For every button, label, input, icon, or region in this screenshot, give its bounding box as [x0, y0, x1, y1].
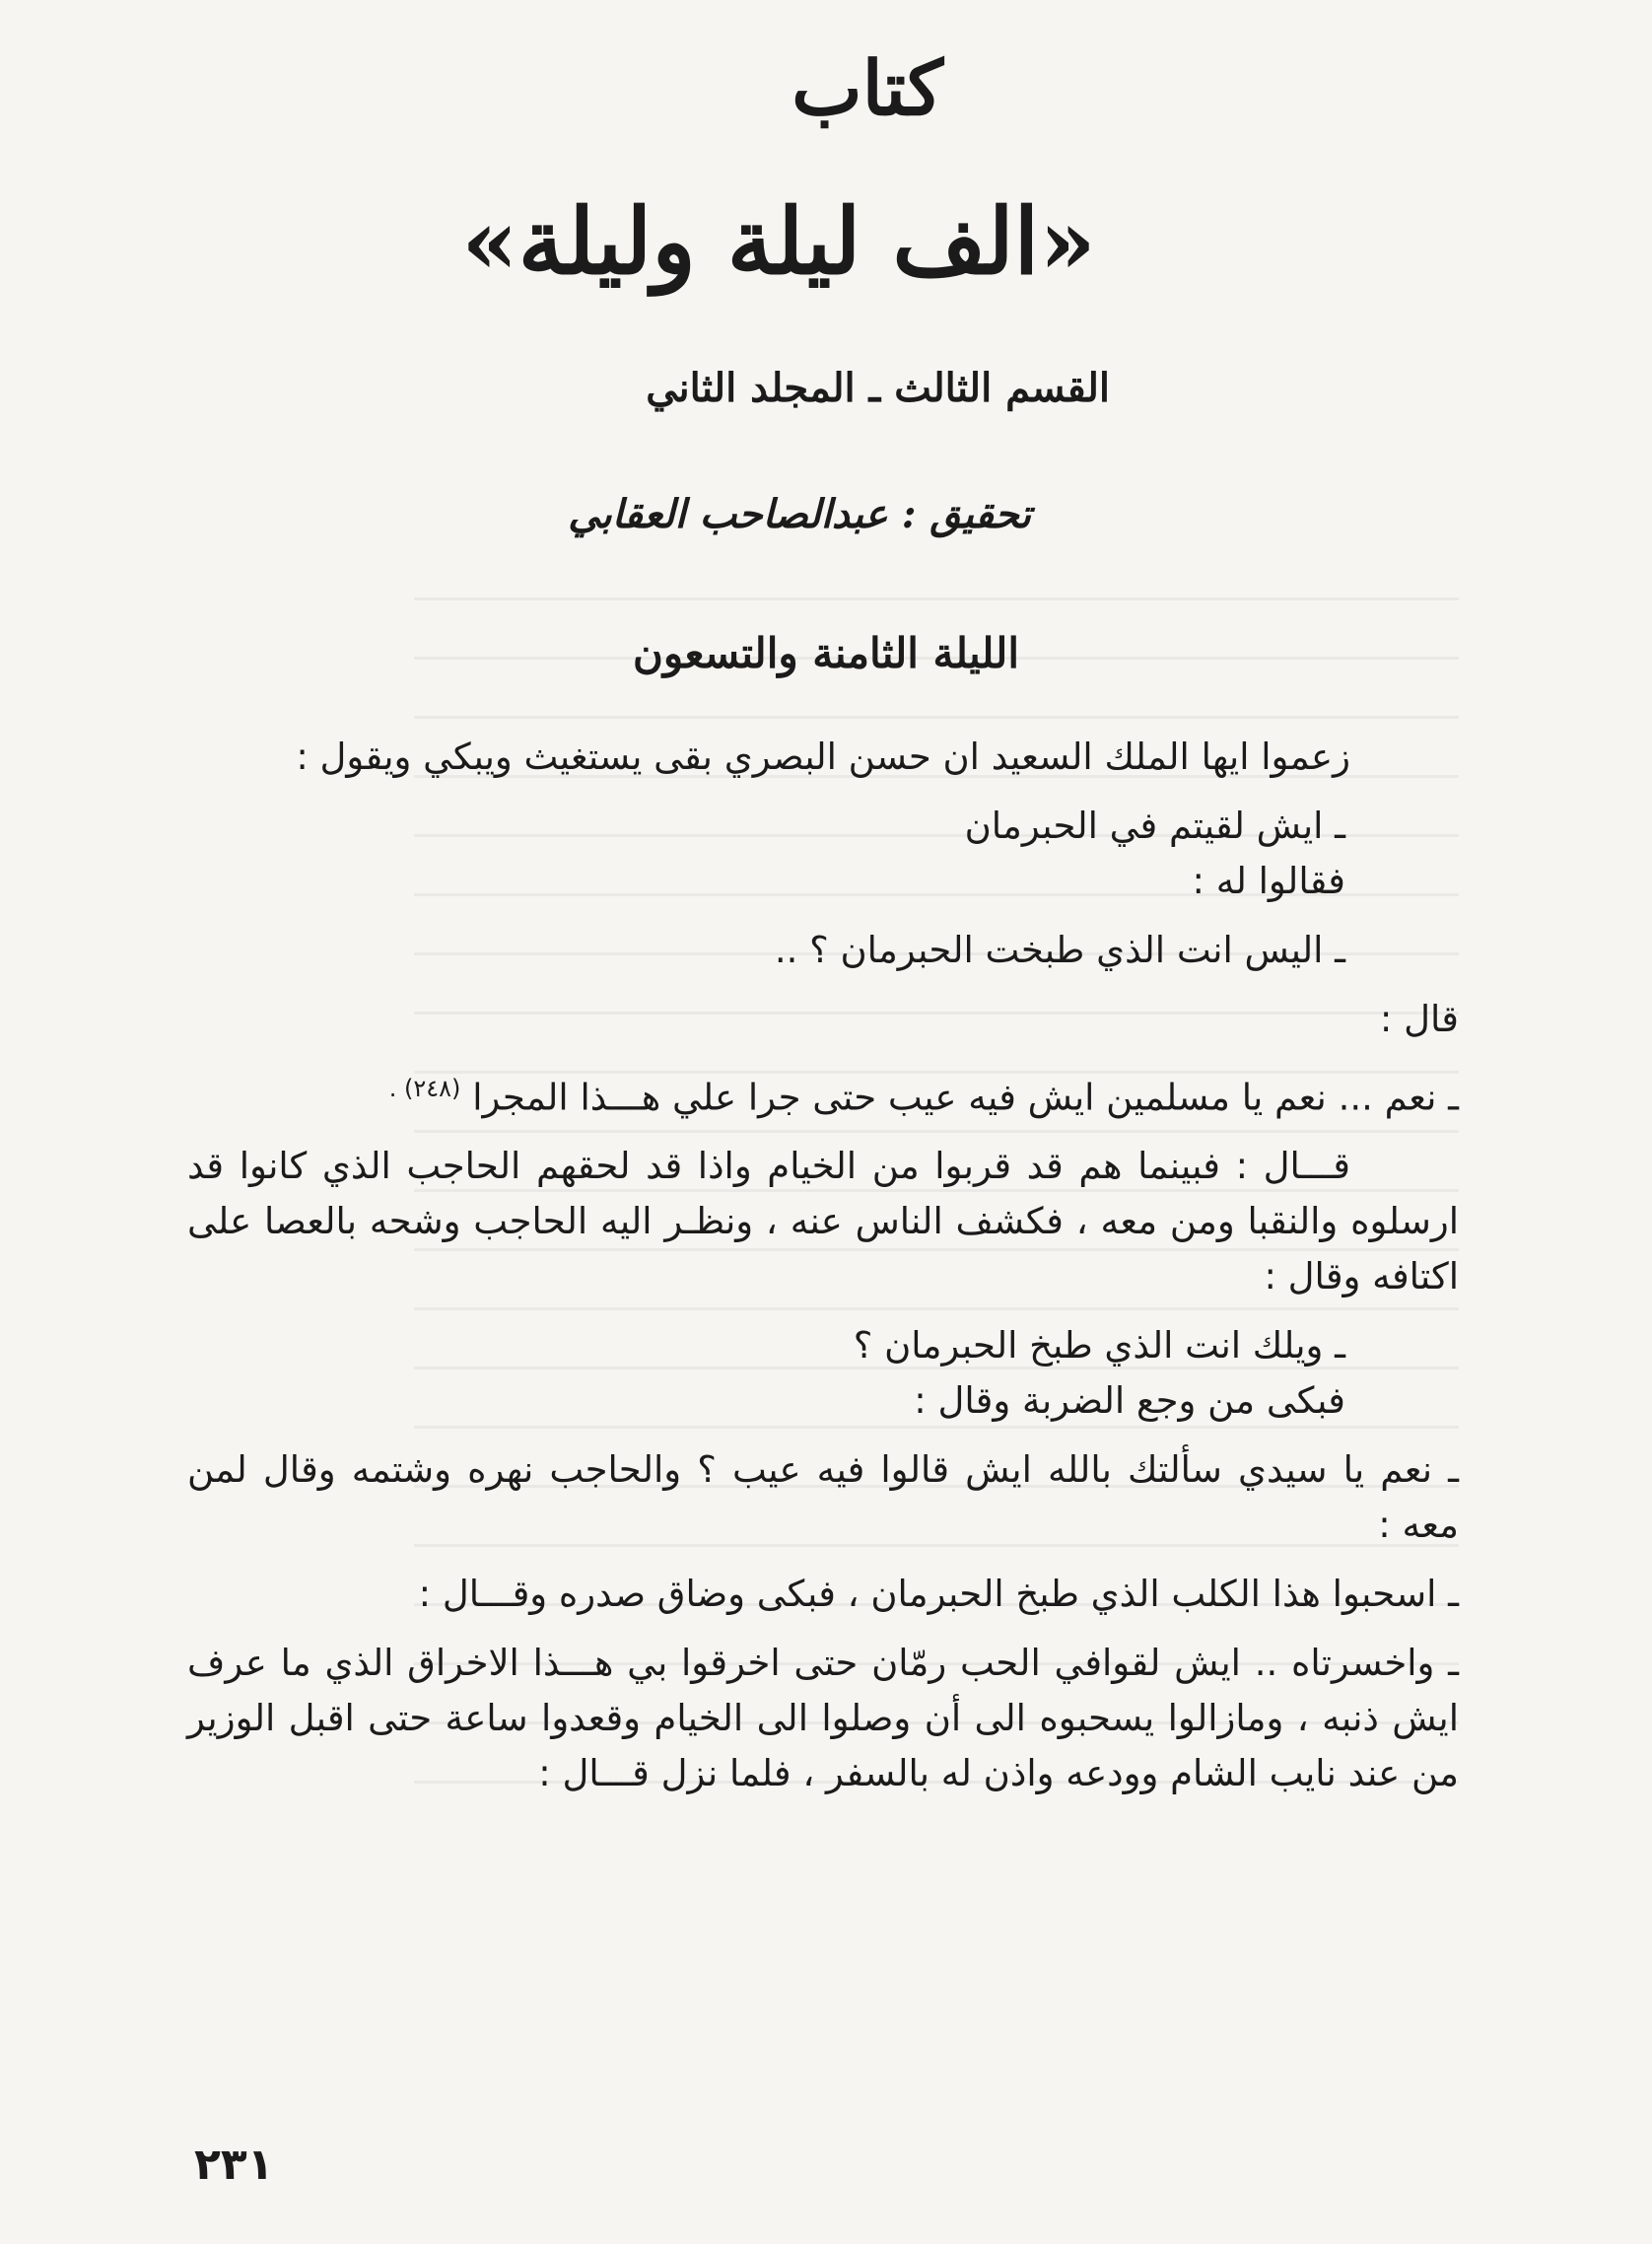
footnote-ref: (٢٤٨) .: [388, 1075, 461, 1102]
dialog-block: [187, 1318, 1459, 1429]
dialog-line: ـ ويلك انت الذي طبخ الحبرمان ؟: [853, 1324, 1345, 1367]
paragraph: ـ اسحبوا هذا الكلب الذي طبخ الحبرمان ، فبكى وضاق صدره وقـــال :: [418, 1573, 1459, 1616]
paragraph: قال :: [1379, 998, 1459, 1040]
dialog-line: فبكى من وجع الضربة وقال :: [914, 1379, 1345, 1423]
paragraph: ـ واخسرتاه .. ايش لقوافي الحب رمّان حتى اخرقوا بي هـــذا الاخراق الذي ما عرف ايش ذنبه ، ومازالوا يسحبوه الى أن وصلوا الى الخيام وقعدوا ساعة حتى اقبل الوزير من عند نايب الشام وودعه واذن له بالسفر ، فلما نزل قـــال :: [187, 1642, 1459, 1795]
book-title: «الف ليلة وليلة»: [461, 188, 1096, 295]
paragraph: [187, 1061, 1459, 1125]
paragraph: زعموا ايها الملك السعيد ان حسن البصري بقى يستغيث ويبكي ويقول :: [296, 736, 1350, 778]
dialog-line: ـ ايش لقيتم في الحبرمان: [964, 805, 1345, 847]
dialog-block: [187, 799, 1459, 909]
dialog-block: [187, 923, 1459, 978]
volume-subtitle: القسم الثالث ـ المجلد الثاني: [646, 365, 1110, 411]
paragraph: قـــال : فبينما هم قد قربوا من الخيام واذا قد لحقهم الحاجب الذي كانوا قد ارسلوه والنقبا ومن معه ، فكشف الناس عنه ، ونظـر اليه الحاجب وشحه بالعصا على اكتافه وقال :: [187, 1145, 1459, 1298]
body-text: [187, 730, 1459, 1815]
dialog-line: ـ اليس انت الذي طبخت الحبرمان ؟ ..: [774, 929, 1345, 971]
book-word: كتاب: [792, 44, 943, 132]
paragraph: ـ نعم يا سيدي سألتك بالله ايش قالوا فيه عيب ؟ والحاجب نهره وشتمه وقال لمن معه :: [187, 1448, 1459, 1547]
paragraph-text: ـ نعم ... نعم يا مسلمين ايش فيه عيب حتى جرا علي هـــذا المجرا: [472, 1076, 1459, 1119]
page-number: ٢٣١: [194, 2139, 274, 2190]
editor-credit: تحقيق : عبدالصاحب العقابي: [568, 491, 1031, 537]
dialog-line: فقالوا له :: [1192, 860, 1345, 902]
chapter-heading: الليلة الثامنة والتسعون: [632, 629, 1020, 677]
